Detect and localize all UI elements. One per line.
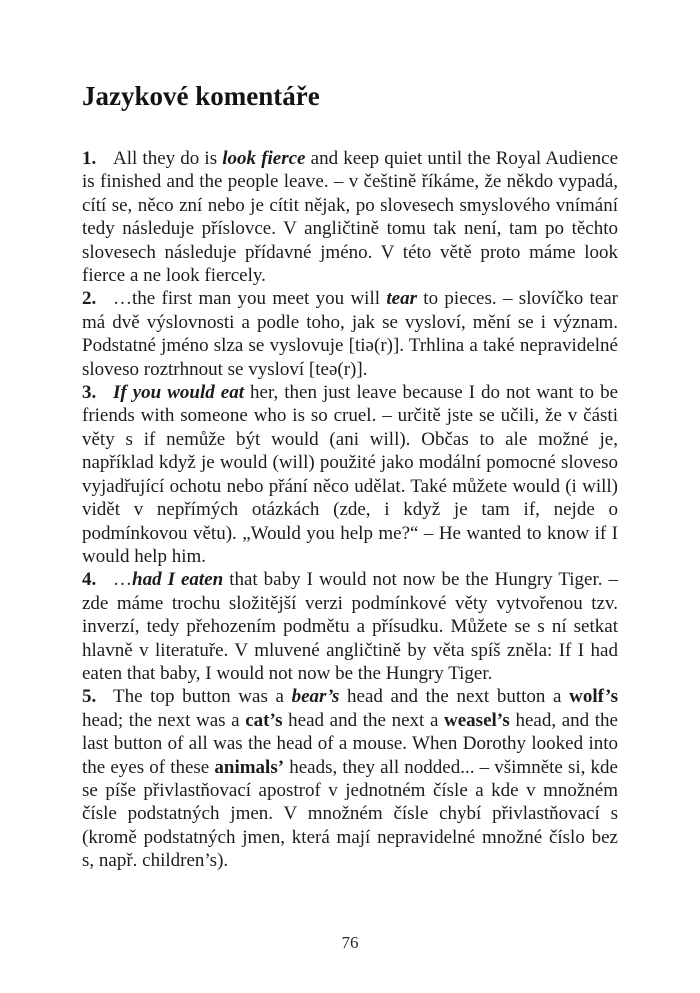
- body-run: …: [113, 569, 132, 591]
- body-run: All they do is: [113, 148, 223, 169]
- emphasis-text: weasel’s: [444, 709, 510, 731]
- body-text: [82, 147, 618, 873]
- emphasis-text: look fierce: [222, 148, 306, 169]
- body-run: …the first man you meet you will: [113, 288, 387, 310]
- body-run: head and the next a: [282, 709, 445, 731]
- body-run: The top button was a: [113, 686, 292, 708]
- paragraph-number: 5.: [82, 686, 97, 708]
- emphasis-text: bear’s: [291, 686, 340, 708]
- body-run: her, then just leave because I do not want to be friends with someone who is so cruel. – určitě jste se učili, že v části věty s if nemůže být would (ani will). Občas to ale možné je, například když je would (will) použité jako modální pomocné sloveso vyjadřující ochotu nebo přání něco udělat. Také můžete would (i will) vidět v nepřímých otázkách (zde, i když je tam if, nejde o podmínkovou větu). „Would you help me?“ – He wanted to know if I would help him.: [82, 382, 619, 567]
- body-run: head, and the last button of all was the head of a mouse. When Dorothy looked into the eyes of these: [82, 709, 618, 778]
- body-run: and keep quiet until the Royal Audience is finished and the people leave. – v češtině říkáme, že někdo vypadá, cítí se, něco zní nebo je cítit nějak, po slovesech smyslového vnímání tedy následuje příslovce. V angličtině tomu tak není, tam po těchto slovesech následuje přídavné jméno. V této větě proto máme look fierce a ne look fiercely.: [82, 148, 619, 287]
- emphasis-text: If you would eat: [113, 382, 244, 404]
- text-block: [82, 80, 618, 873]
- emphasis-text: tear: [386, 288, 417, 310]
- emphasis-text: animals’: [214, 756, 285, 778]
- emphasis-text: cat’s: [245, 709, 283, 731]
- page-number: 76: [341, 933, 359, 952]
- body-run: to pieces. – slovíčko tear má dvě výslovnosti a podle toho, jak se vysloví, mění se i význam. Podstatné jméno slza se vyslovuje [tiə(r)]. Trhlina a také nepravidelné sloveso roztrhnout se vysloví [teə(r)].: [82, 288, 618, 380]
- paragraph-number: 2.: [82, 288, 97, 310]
- paragraph: [82, 147, 618, 287]
- paragraph: [82, 685, 618, 872]
- body-run: that baby I would not now be the Hungry Tiger. – zde máme trochu složitější verzi podmínkové věty vytvořenou tzv. inverzí, tedy přehozením podmětu a přísudku. Můžete se s ní setkat hlavně v literatuře. V mluvené angličtině by věta spíš zněla: If I had eaten that baby, I would not now be the Hungry Tiger.: [82, 569, 618, 684]
- emphasis-text: wolf’s: [569, 686, 619, 708]
- paragraph: [82, 287, 618, 381]
- body-run: heads, they all nodded... – všimněte si, kde se píše přivlastňovací apostrof v jednotném čísle a kde v množném čísle podstatných jmen. V množném čísle chybí přivlastňovací s (kromě podstatných jmen, která mají nepravidelné množné číslo bez s, např. children’s).: [82, 756, 618, 872]
- body-run: head; the next was a: [82, 709, 246, 731]
- paragraph: [82, 568, 618, 685]
- emphasis-text: had I eaten: [132, 569, 224, 591]
- paragraph-number: 3.: [82, 382, 97, 404]
- paragraph-number: 4.: [82, 569, 97, 591]
- body-run: head and the next button a: [339, 686, 570, 708]
- paragraph-number: 1.: [82, 148, 97, 169]
- page-title: Jazykové komentáře: [82, 81, 320, 111]
- paragraph: [82, 381, 618, 568]
